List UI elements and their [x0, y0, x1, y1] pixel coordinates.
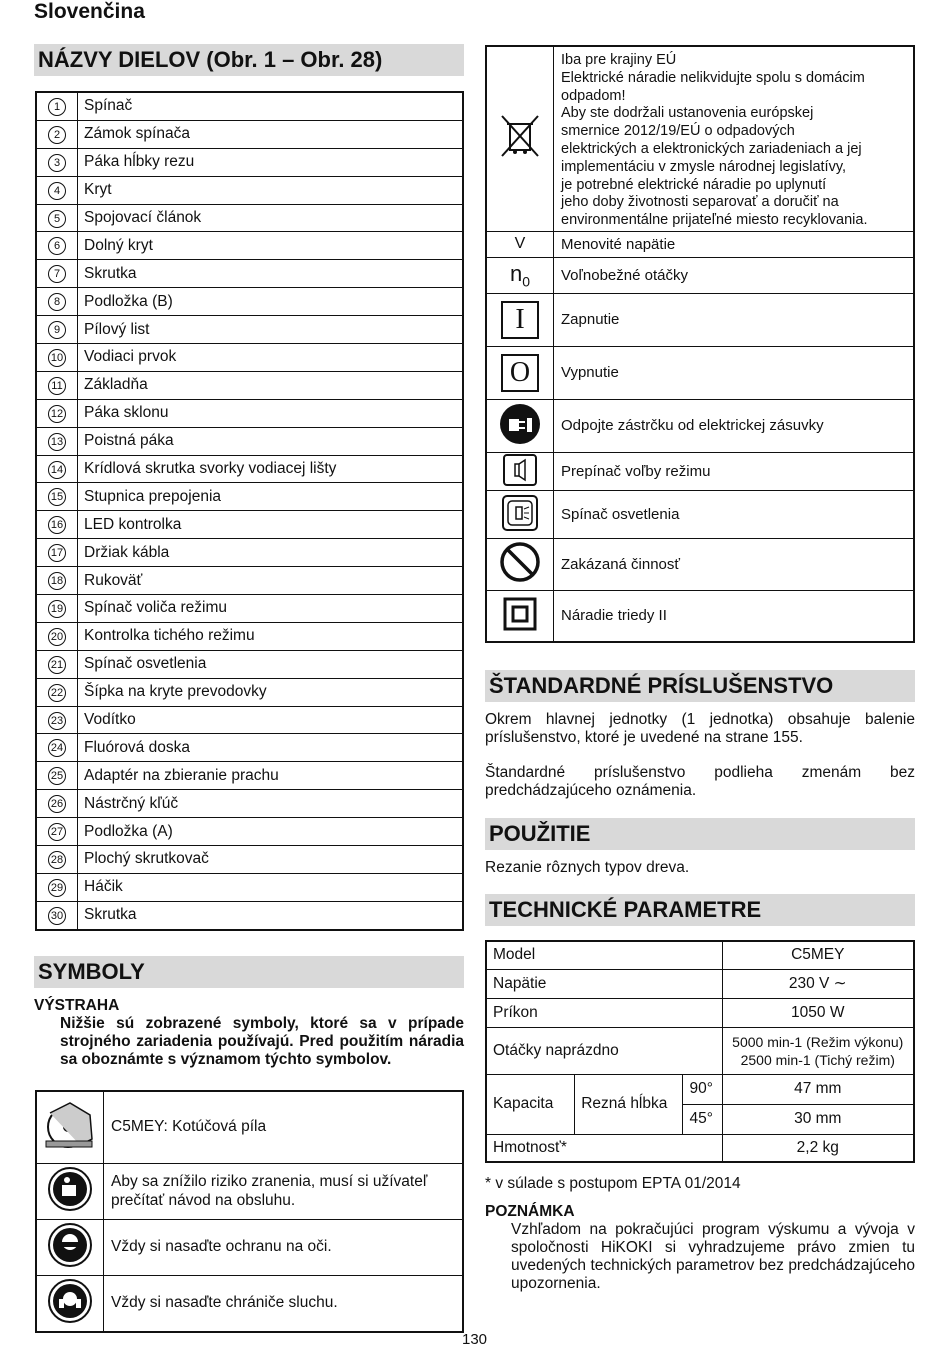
symbols-left-table [35, 1090, 464, 1333]
part-label: Podložka (A) [78, 818, 464, 846]
part-label: Krídlová skrutka svorky vodiacej lišty [78, 455, 464, 483]
part-label: Rukoväť [78, 567, 464, 595]
part-row [36, 567, 463, 595]
part-number: 7 [48, 265, 66, 283]
part-label: Skrutka [78, 260, 464, 288]
part-row [36, 120, 463, 148]
spec-angle: 90° [683, 1074, 722, 1104]
part-label: Dolný kryt [78, 232, 464, 260]
part-number: 5 [48, 210, 66, 228]
part-number: 1 [48, 98, 66, 116]
part-number: 9 [48, 321, 66, 339]
part-number: 25 [48, 767, 66, 785]
part-label: Spínač [78, 92, 464, 120]
part-number: 13 [48, 433, 66, 451]
parts-section-title: NÁZVY DIELOV (Obr. 1 – Obr. 28) [34, 44, 464, 76]
part-number: 24 [48, 739, 66, 757]
warning-title: VÝSTRAHA [34, 997, 120, 1014]
part-row [36, 650, 463, 678]
part-label: Vodítko [78, 706, 464, 734]
voltage-symbol: V [486, 231, 554, 257]
part-row [36, 901, 463, 929]
part-number: 17 [48, 544, 66, 562]
circular-saw-icon [36, 1091, 104, 1163]
part-number: 28 [48, 851, 66, 869]
part-row [36, 846, 463, 874]
part-number: 15 [48, 488, 66, 506]
mode-selector-icon [486, 452, 554, 490]
part-row [36, 455, 463, 483]
part-row [36, 288, 463, 316]
usage-section-title: POUŽITIE [485, 818, 915, 850]
part-row [36, 427, 463, 455]
part-number: 27 [48, 823, 66, 841]
part-row [36, 483, 463, 511]
part-number: 26 [48, 795, 66, 813]
symbol-text: Náradie triedy II [554, 590, 915, 642]
part-label: Pílový list [78, 316, 464, 344]
eye-protection-icon [36, 1219, 104, 1275]
accessories-paragraph-1: Okrem hlavnej jednotky (1 jednotka) obsahuje balenie príslušenstvo, ktoré je uvedené na strane 155. [485, 711, 915, 746]
spec-value: 30 mm [722, 1104, 914, 1134]
part-row [36, 176, 463, 204]
part-number: 10 [48, 349, 66, 367]
symbols-section-title: SYMBOLY [34, 956, 464, 988]
part-number: 12 [48, 405, 66, 423]
part-number: 22 [48, 684, 66, 702]
weee-bin-icon [486, 46, 554, 231]
part-row [36, 873, 463, 901]
specs-footnote: * v súlade s postupom EPTA 01/2014 [485, 1175, 741, 1192]
spec-value: 1050 W [722, 998, 914, 1027]
part-number: 8 [48, 293, 66, 311]
note-text: Vzhľadom na pokračujúci program výskumu a vývoja v spoločnosti HiKOKI si vyhradzujeme právo zmien tu uvedených technických parametrov bez predchádzajúceho upozornenia. [511, 1221, 915, 1292]
spec-value: 47 mm [722, 1074, 914, 1104]
part-label: Spínač osvetlenia [78, 650, 464, 678]
ac-symbol-icon: ∼ [833, 975, 847, 992]
part-label: Fluórová doska [78, 734, 464, 762]
symbol-text: Vypnutie [554, 346, 915, 399]
symbol-text: Aby sa znížilo riziko zranenia, musí si užívateľ prečítať návod na obsluhu. [104, 1163, 464, 1219]
language-heading: Slovenčina [34, 0, 145, 23]
part-number: 20 [48, 628, 66, 646]
prohibited-icon [486, 538, 554, 590]
spec-value: 2,2 kg [722, 1134, 914, 1162]
part-label: Poistná páka [78, 427, 464, 455]
spec-angle: 45° [683, 1104, 722, 1134]
part-row [36, 92, 463, 120]
symbol-text: Menovité napätie [554, 231, 915, 257]
spec-label: Kapacita [486, 1074, 575, 1134]
no-load-speed-symbol: $n_0$ [486, 257, 554, 293]
spec-label: Rezná hĺbka [575, 1074, 683, 1134]
part-row [36, 260, 463, 288]
part-label: Podložka (B) [78, 288, 464, 316]
part-label: Vodiaci prvok [78, 344, 464, 372]
switch-off-icon: O [486, 346, 554, 399]
class-ii-icon [486, 590, 554, 642]
light-switch-icon [486, 490, 554, 538]
symbol-text: Spínač osvetlenia [554, 490, 915, 538]
read-manual-icon [36, 1163, 104, 1219]
part-row [36, 734, 463, 762]
part-row [36, 204, 463, 232]
part-row [36, 678, 463, 706]
part-row [36, 399, 463, 427]
part-row [36, 706, 463, 734]
spec-label: Napätie [486, 969, 722, 998]
symbol-text: C5MEY: Kotúčová píla [104, 1091, 464, 1163]
part-row [36, 511, 463, 539]
part-number: 29 [48, 879, 66, 897]
part-number: 16 [48, 516, 66, 534]
part-number: 23 [48, 712, 66, 730]
part-label: Zámok spínača [78, 120, 464, 148]
specs-table [485, 940, 915, 1163]
part-number: 30 [48, 907, 66, 925]
part-number: 6 [48, 237, 66, 255]
part-row [36, 539, 463, 567]
part-number: 11 [48, 377, 66, 395]
ear-protection-icon [36, 1275, 104, 1332]
part-row [36, 344, 463, 372]
spec-label: Otáčky naprázdno [486, 1027, 722, 1074]
part-label: LED kontrolka [78, 511, 464, 539]
symbol-text: Vždy si nasaďte ochranu na oči. [104, 1219, 464, 1275]
parts-table [35, 91, 464, 931]
part-label: Adaptér na zbieranie prachu [78, 762, 464, 790]
part-label: Skrutka [78, 901, 464, 929]
accessories-section-title: ŠTANDARDNÉ PRÍSLUŠENSTVO [485, 670, 915, 702]
part-row [36, 148, 463, 176]
symbol-text: Prepínač voľby režimu [554, 452, 915, 490]
part-row [36, 622, 463, 650]
part-label: Základňa [78, 371, 464, 399]
part-label: Spínač voliča režimu [78, 595, 464, 623]
part-label: Kontrolka tichého režimu [78, 622, 464, 650]
part-label: Páka hĺbky rezu [78, 148, 464, 176]
part-label: Nástrčný kľúč [78, 790, 464, 818]
weee-text: Iba pre krajiny EÚ Elektrické náradie nelikvidujte spolu s domácim odpadom! Aby ste dodržali ustanovenia európskej smernice 2012/19/EÚ o odpadových elektrických a elektronických zariadeniach a jej implementáciu v zmysle národnej legislatívy, je potrebné elektrické náradie po uplynutí jeho doby životnosti separovať a doručiť na environmentálne prijateľné miesto recyklovania. [554, 46, 915, 231]
switch-on-icon: I [486, 293, 554, 346]
symbols-right-table [485, 45, 915, 643]
spec-label: Hmotnosť* [486, 1134, 722, 1162]
part-row [36, 232, 463, 260]
part-label: Spojovací článok [78, 204, 464, 232]
note-title: POZNÁMKA [485, 1203, 575, 1220]
part-number: 14 [48, 461, 66, 479]
part-row [36, 762, 463, 790]
part-label: Plochý skrutkovač [78, 846, 464, 874]
spec-value: 5000 min-1 (Režim výkonu) 2500 min-1 (Tichý režim) [722, 1027, 914, 1074]
part-number: 19 [48, 600, 66, 618]
part-label: Držiak kábla [78, 539, 464, 567]
part-label: Stupnica prepojenia [78, 483, 464, 511]
part-number: 4 [48, 182, 66, 200]
part-number: 21 [48, 656, 66, 674]
part-label: Háčik [78, 873, 464, 901]
symbol-text: Voľnobežné otáčky [554, 257, 915, 293]
part-label: Šípka na kryte prevodovky [78, 678, 464, 706]
spec-label: Príkon [486, 998, 722, 1027]
part-number: 2 [48, 126, 66, 144]
symbol-text: Zapnutie [554, 293, 915, 346]
part-row [36, 371, 463, 399]
usage-text: Rezanie rôznych typov dreva. [485, 859, 690, 876]
accessories-paragraph-2: Štandardné príslušenstvo podlieha zmenám bez predchádzajúceho oznámenia. [485, 764, 915, 799]
symbol-text: Zakázaná činnosť [554, 538, 915, 590]
spec-value: C5MEY [722, 941, 914, 969]
specs-section-title: TECHNICKÉ PARAMETRE [485, 894, 915, 926]
spec-label: Model [486, 941, 722, 969]
spec-value: 230 V ∼ [722, 969, 914, 998]
part-label: Páka sklonu [78, 399, 464, 427]
page-number: 130 [462, 1331, 488, 1348]
part-number: 3 [48, 154, 66, 172]
part-row [36, 790, 463, 818]
part-number: 18 [48, 572, 66, 590]
part-row [36, 316, 463, 344]
warning-text: Nižšie sú zobrazené symboly, ktoré sa v prípade strojného zariadenia používajú. Pred použitím náradia sa oboznámte s významom týchto symbolov. [60, 1015, 464, 1068]
symbol-text: Vždy si nasaďte chrániče sluchu. [104, 1275, 464, 1332]
symbol-text: Odpojte zástrčku od elektrickej zásuvky [554, 399, 915, 452]
part-row [36, 595, 463, 623]
part-label: Kryt [78, 176, 464, 204]
disconnect-plug-icon [486, 399, 554, 452]
part-row [36, 818, 463, 846]
